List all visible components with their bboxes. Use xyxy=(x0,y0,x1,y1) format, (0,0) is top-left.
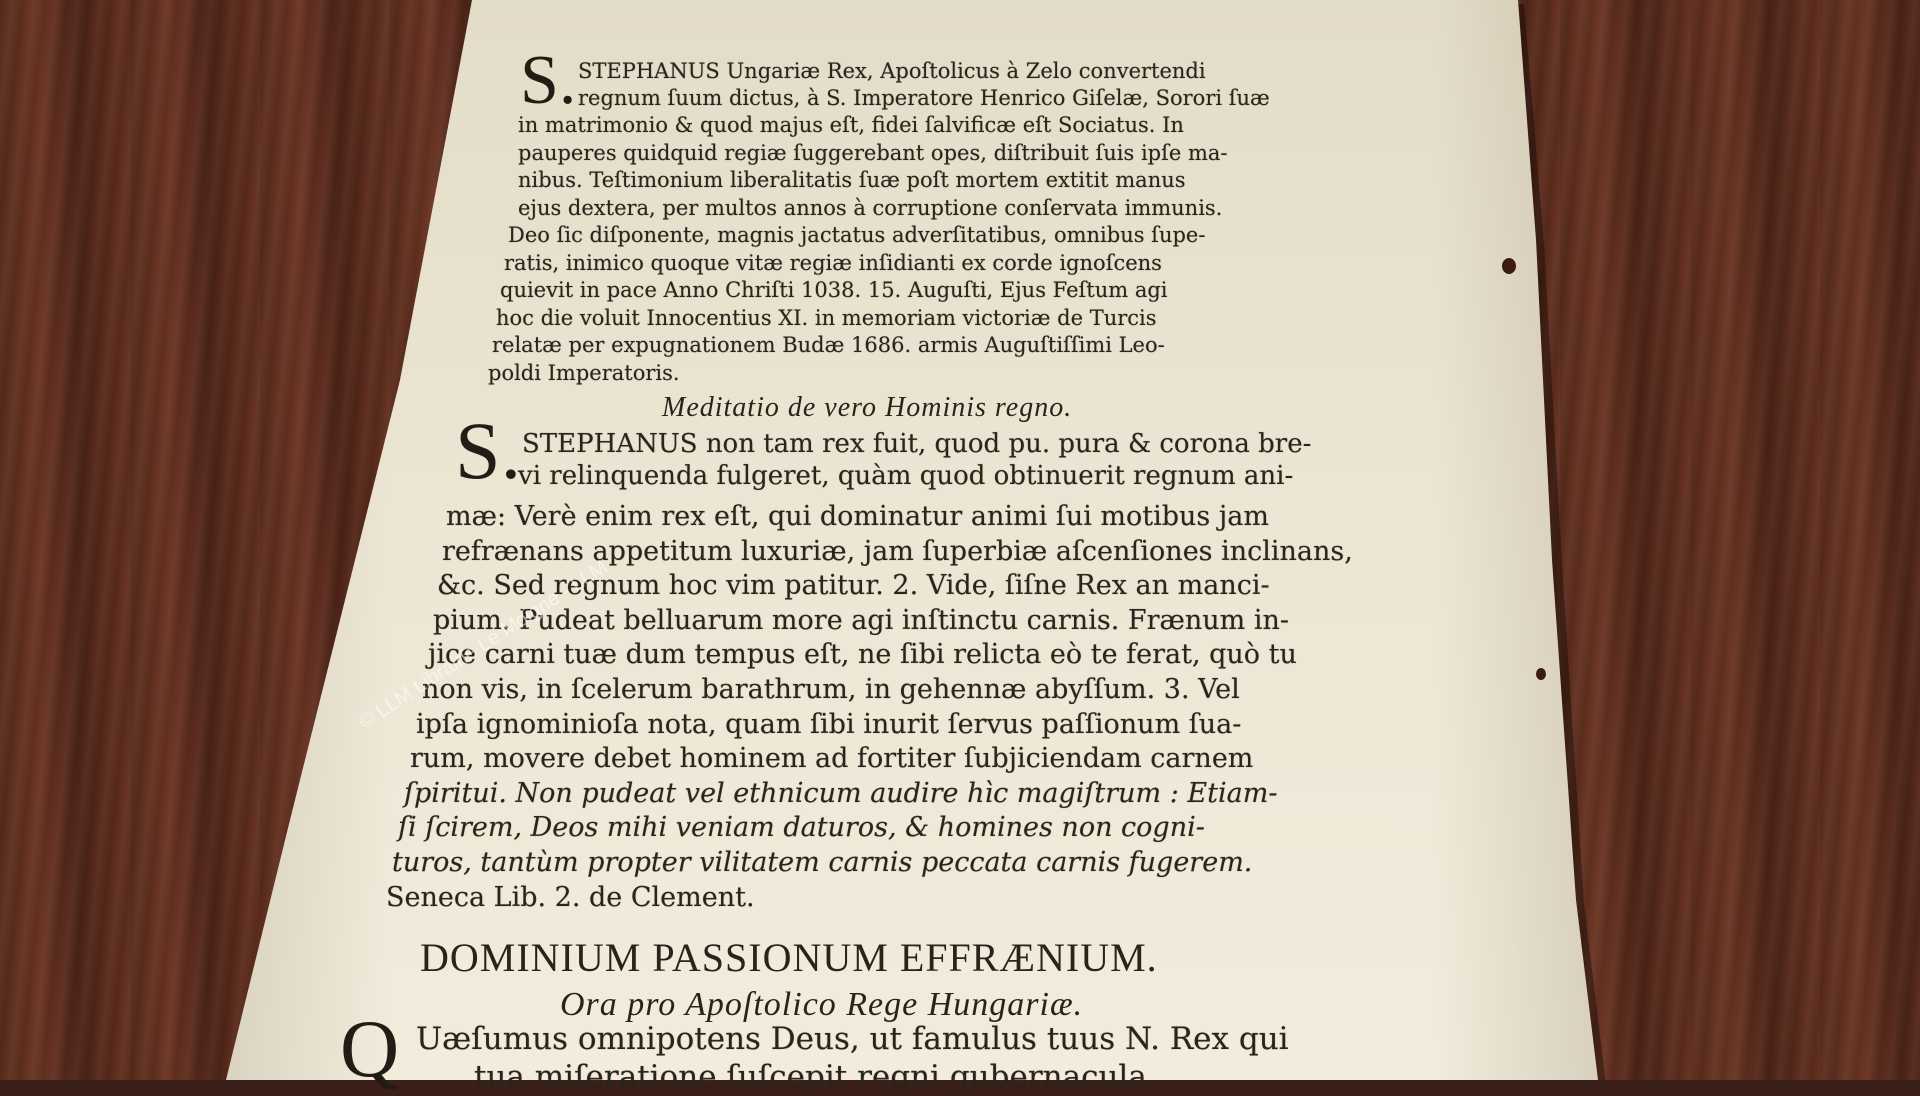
text-line: Uæſumus omnipotens Deus, ut famulus tuus N. Rex qui xyxy=(416,1021,1289,1057)
paragraph-2-first-lines xyxy=(518,428,1312,492)
paragraph-1-first-lines xyxy=(578,58,1270,112)
text-line: tua miſeratione ſuſcepit regni gubernacula xyxy=(474,1059,1147,1095)
text-line: Deo ſic diſponente, magnis jactatus adverſitatibus, omnibus ſupe- xyxy=(508,223,1206,247)
dropcap-prayer: Q xyxy=(340,1003,400,1094)
text-line: vi relinquenda fulgeret, quàm quod obtinuerit regnum ani- xyxy=(518,461,1294,491)
paper-hole xyxy=(1536,668,1546,680)
text-line: pauperes quidquid regiæ ſuggerebant opes, diſtribuit ſuis ipſe ma- xyxy=(518,140,1228,165)
text-line: mæ: Verè enim rex eſt, qui dominatur animi ſui motibus jam xyxy=(446,501,1269,532)
text-line: &c. Sed regnum hoc vim patitur. 2. Vide, ſiſne Rex an manci- xyxy=(437,570,1270,602)
paragraph-2-body xyxy=(386,500,1353,915)
paper-hole xyxy=(1502,258,1516,274)
text-line: rum, movere debet hominem ad fortiter ſubjiciendam carnem xyxy=(410,743,1254,775)
text-line: in matrimonio & quod majus eſt, fidei ſalvificæ eſt Sociatus. In xyxy=(518,113,1184,137)
text-line: STEPHANUS non tam rex fuit, quod pu. pura & corona bre- xyxy=(522,429,1312,459)
text-line: STEPHANUS Ungariæ Rex, Apoſtolicus à Zelo convertendi xyxy=(578,59,1206,83)
text-line: pium. Pudeat belluarum more agi inſtinctu carnis. Frænum in- xyxy=(433,604,1289,636)
dropcap-paragraph-1: S. xyxy=(520,42,577,119)
text-line: ſi ſcirem, Deos mihi veniam daturos, & homines non cogni- xyxy=(398,812,1205,844)
text-line: nibus. Teſtimonium liberalitatis ſuæ poſt mortem extitit manus xyxy=(518,168,1186,192)
section-heading: DOMINIUM PASSIONUM EFFRÆNIUM. xyxy=(420,935,1158,980)
dropcap-paragraph-2: S. xyxy=(455,405,522,496)
text-line: non vis, in ſcelerum barathrum, in gehennæ abyſſum. 3. Vel xyxy=(422,673,1240,705)
text-line: ſpiritui. Non pudeat vel ethnicum audire hìc magiſtrum : Etiam- xyxy=(404,777,1278,809)
meditation-title: Meditatio de vero Hominis regno. xyxy=(662,392,1073,423)
text-line: hoc die voluit Innocentius XI. in memoriam victoriæ de Turcis xyxy=(496,305,1157,330)
text-line: regnum ſuum dictus, à S. Imperatore Henrico Giſelæ, Sorori ſuæ xyxy=(578,86,1270,110)
watermark: © LLM Librairie Le Moigne - LLM xyxy=(355,556,612,734)
prayer-heading: Ora pro Apoſtolico Rege Hungariæ. xyxy=(560,986,1084,1023)
text-line: relatæ per expugnationem Budæ 1686. armis Auguſtiſſimi Leo- xyxy=(492,333,1165,357)
text-line: refrænans appetitum luxuriæ, jam ſuperbiæ aſcenſiones inclinans, xyxy=(442,535,1353,567)
text-line: ejus dextera, per multos annos à corruptione conſervata immunis. xyxy=(518,195,1223,220)
text-line: quievit in pace Anno Chriſti 1038. 15. Auguſti, Ejus Feſtum agi xyxy=(500,278,1168,302)
text-line: poldi Imperatoris. xyxy=(488,360,680,385)
text-line: jice carni tuæ dum tempus eſt, ne ſibi relicta eò te ferat, quò tu xyxy=(428,639,1297,671)
prayer-body xyxy=(416,1020,1289,1096)
text-line: turos, tantùm propter vilitatem carnis peccata carnis fugerem. xyxy=(392,846,1253,878)
text-line: Seneca Lib. 2. de Clement. xyxy=(386,881,755,913)
paragraph-1-body xyxy=(488,112,1228,387)
text-line: ipſa ignominioſa nota, quam ſibi inurit ſervus paſſionum ſua- xyxy=(416,708,1242,740)
text-line: ratis, inimico quoque vitæ regiæ inſidianti ex corde ignoſcens xyxy=(504,250,1162,275)
